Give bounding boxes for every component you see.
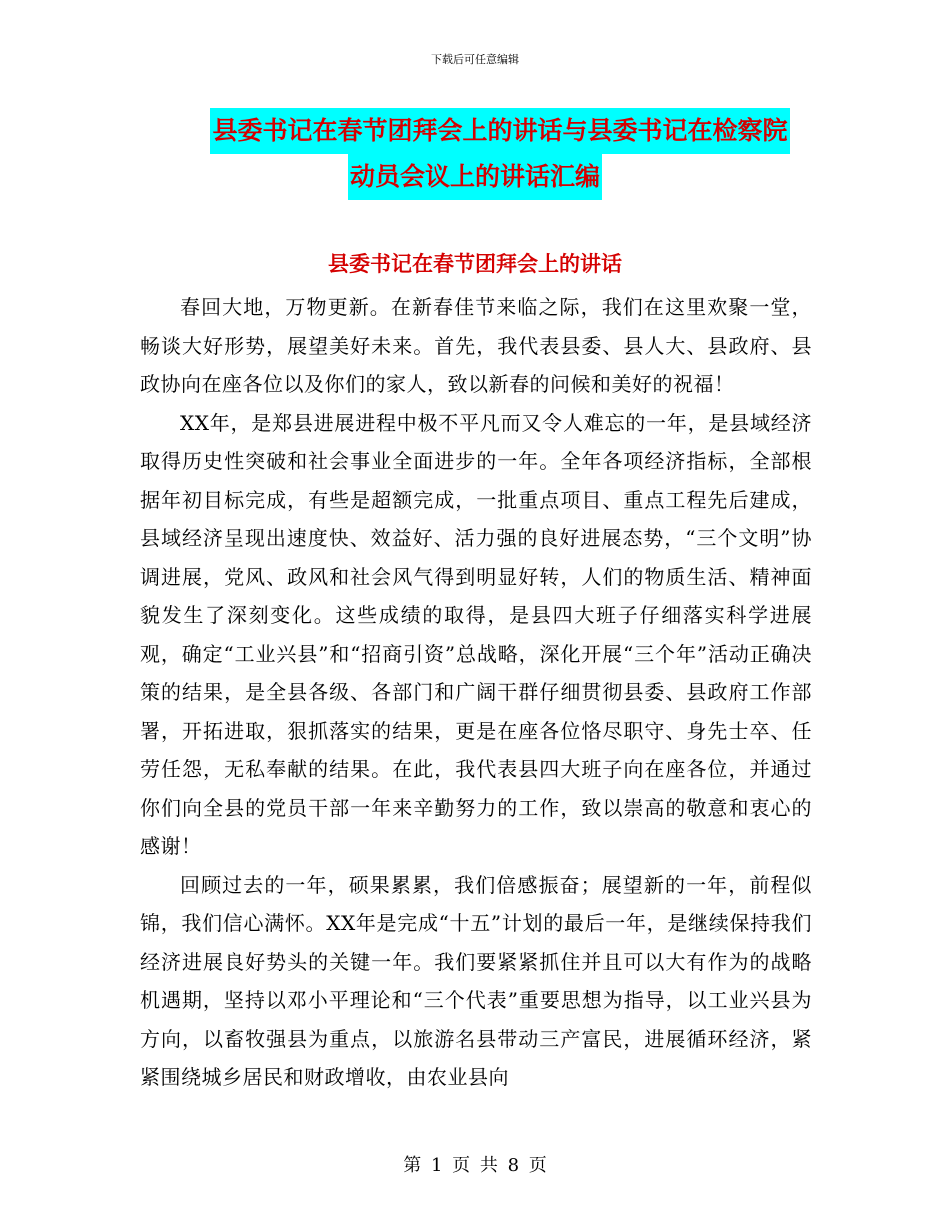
document-title-line-2: 动员会议上的讲话汇编 — [348, 154, 602, 200]
paragraph-3: 回顾过去的一年，硕果累累，我们倍感振奋；展望新的一年，前程似锦，我们信心满怀。XX年是完成“十五”计划的最后一年，是继续保持我们经济进展良好势头的关键一年。我们要紧紧抓住并且可以大有作为的战略机遇期，坚持以邓小平理论和“三个代表”重要思想为指导，以工业兴县为方向，以畜牧强县为重点，以旅游名县带动三产富民，进展循环经济，紧紧围绕城乡居民和财政增收，由农业县向 — [140, 872, 812, 1089]
document-title — [0, 108, 950, 200]
body-text — [140, 288, 812, 1097]
paragraph-2: XX年，是郑县进展进程中极不平凡而又令人难忘的一年，是县域经济取得历史性突破和社会事业全面进步的一年。全年各项经济指标，全部根据年初目标完成，有些是超额完成，一批重点项目、重点工程先后建成，县域经济呈现出速度快、效益好、活力强的良好进展态势，“三个文明”协调进展，党风、政风和社会风气得到明显好转，人们的物质生活、精神面貌发生了深刻变化。这些成绩的取得，是县四大班子仔细落实科学进展观，确定“工业兴县”和“招商引资”总战略，深化开展“三个年”活动正确决策的结果，是全县各级、各部门和广阔干群仔细贯彻县委、县政府工作部署，开拓进取，狠抓落实的结果，更是在座各位恪尽职守、身先士卒、任劳任怨，无私奉献的结果。在此，我代表县四大班子向在座各位，并通过你们向全县的党员干部一年来辛勤努力的工作，致以崇高的敬意和衷心的感谢！ — [140, 410, 812, 858]
document-title-line-1: 县委书记在春节团拜会上的讲话与县委书记在检察院 — [210, 108, 789, 154]
section-title: 县委书记在春节团拜会上的讲话 — [328, 252, 622, 276]
page-footer: 第 1 页 共 8 页 — [403, 1155, 547, 1176]
paragraph-1: 春回大地，万物更新。在新春佳节来临之际，我们在这里欢聚一堂，畅谈大好形势，展望美好未来。首先，我代表县委、县人大、县政府、县政协向在座各位以及你们的家人，致以新春的问候和美好的祝福！ — [140, 295, 812, 396]
header-note: 下载后可任意编辑 — [431, 53, 519, 66]
